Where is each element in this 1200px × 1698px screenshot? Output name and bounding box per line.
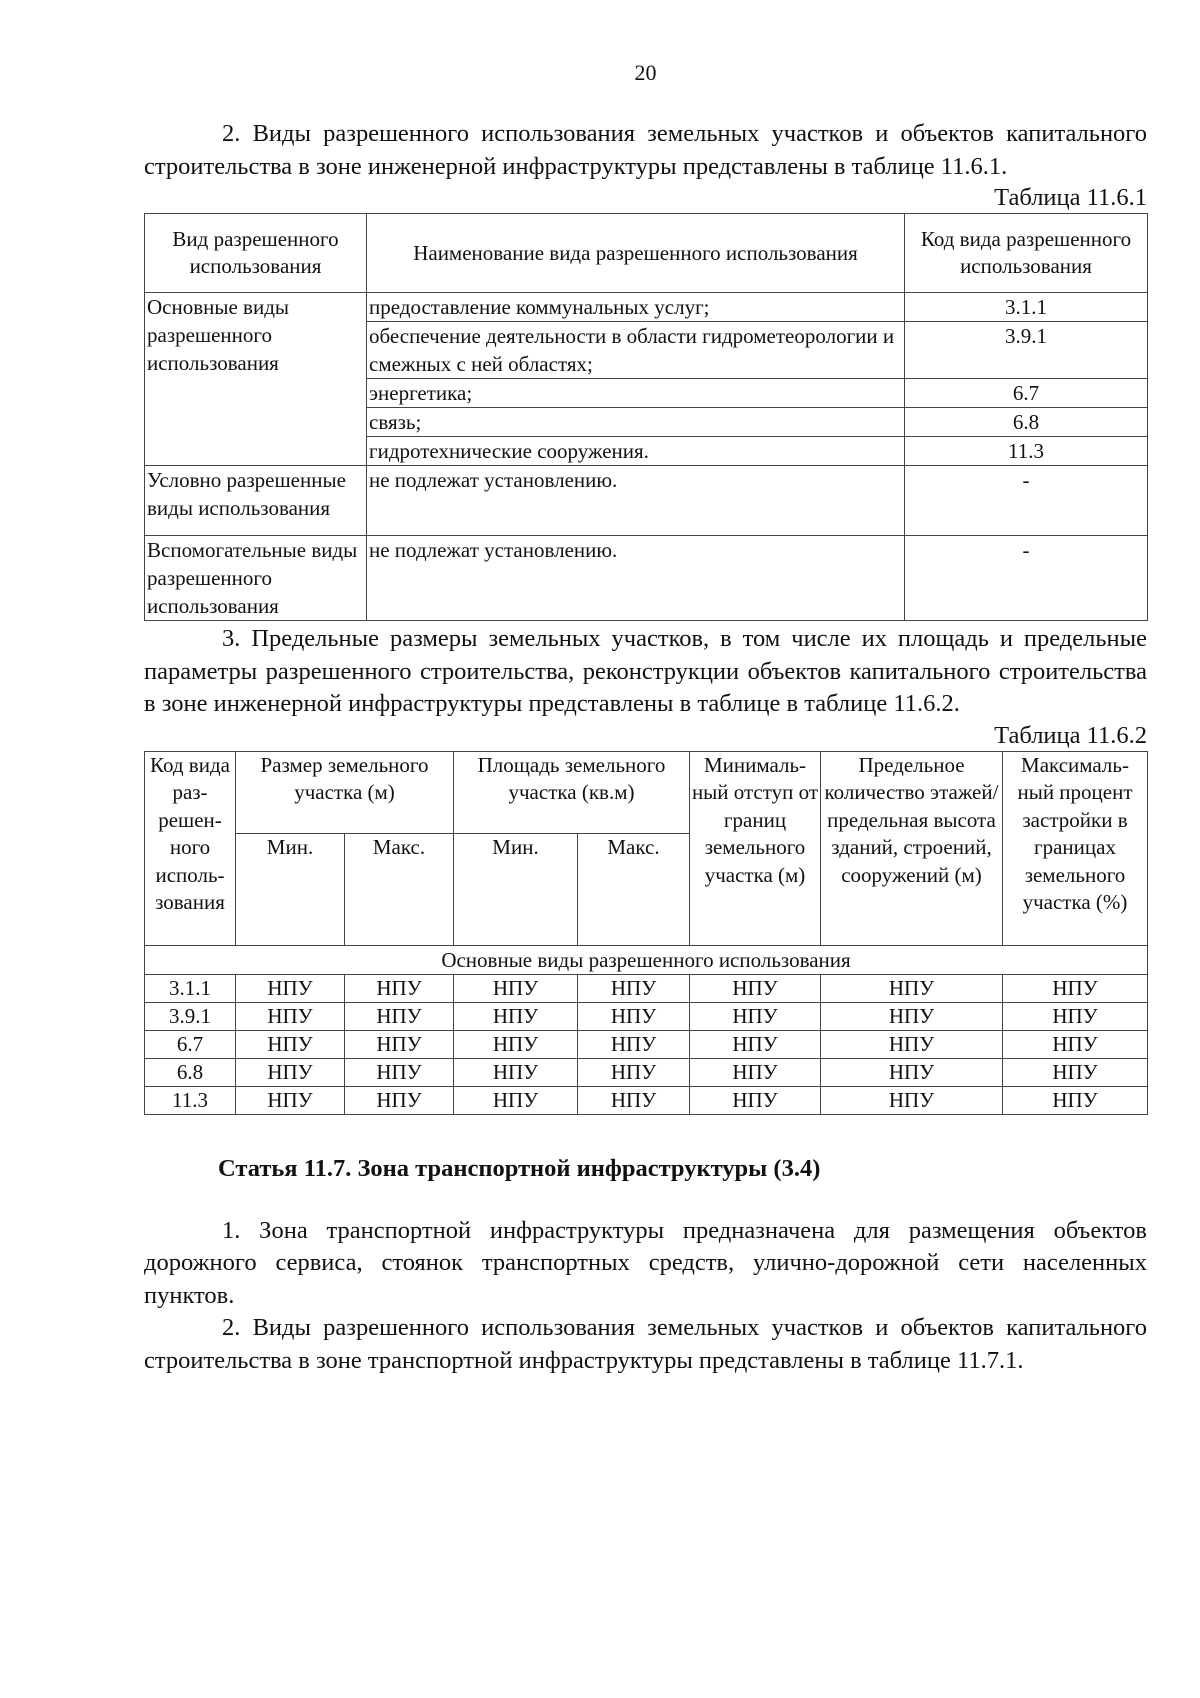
use-name: предоставление коммунальных услуг;: [367, 293, 905, 322]
row-code: 6.7: [145, 1030, 236, 1058]
use-name: энергетика;: [367, 379, 905, 408]
paragraph-zone-purpose: 1. Зона транспортной инфраструктуры предназначена для размещения объектов дорожного сервиса, стоянок транспортных средств, улично-дорожной сети населенных пунктов.: [144, 1216, 1147, 1309]
row-code: 11.3: [145, 1086, 236, 1114]
row-value: НПУ: [454, 1086, 578, 1114]
article-heading: Статья 11.7. Зона транспортной инфраструктуры (3.4): [218, 1154, 821, 1182]
table-body: [145, 974, 1148, 1114]
group-conditional-uses: Условно разрешенные виды использования: [145, 466, 367, 536]
row-value: НПУ: [690, 1086, 821, 1114]
use-name: не подлежат установлению.: [367, 466, 905, 536]
use-name: гидротехнические сооружения.: [367, 437, 905, 466]
table-row: [145, 536, 1148, 621]
use-code: 6.7: [905, 379, 1148, 408]
row-value: НПУ: [1003, 1002, 1148, 1030]
table-11-6-2: [144, 751, 1148, 1115]
use-code: 11.3: [905, 437, 1148, 466]
row-value: НПУ: [345, 1086, 454, 1114]
header-size-min: Мин.: [236, 833, 345, 945]
group-main-uses: Основные виды разрешенного использования: [145, 293, 367, 466]
header-min-offset: Минималь-ный отступ от границ земельного участка (м): [690, 751, 821, 945]
row-value: НПУ: [821, 1030, 1003, 1058]
section-main-uses: Основные виды разрешенного использования: [145, 945, 1148, 974]
row-code: 3.1.1: [145, 974, 236, 1002]
table-row: [145, 974, 1148, 1002]
row-value: НПУ: [1003, 974, 1148, 1002]
row-value: НПУ: [454, 1002, 578, 1030]
header-area-max: Макс.: [578, 833, 690, 945]
row-value: НПУ: [236, 1002, 345, 1030]
row-value: НПУ: [821, 1002, 1003, 1030]
row-value: НПУ: [345, 1002, 454, 1030]
row-code: 6.8: [145, 1058, 236, 1086]
row-value: НПУ: [578, 974, 690, 1002]
row-value: НПУ: [454, 1058, 578, 1086]
table-section-row: [145, 945, 1148, 974]
header-max-percent: Максималь-ный процент застройки в границах земельного участка (%): [1003, 751, 1148, 945]
paragraph-zone-uses-intro: 2. Виды разрешенного использования земельных участков и объектов капитального строительства в зоне инженерной инфраструктуры представлены в таблице 11.6.1.: [144, 120, 1147, 180]
row-value: НПУ: [236, 1058, 345, 1086]
use-name: не подлежат установлению.: [367, 536, 905, 621]
use-code: 6.8: [905, 408, 1148, 437]
table-row: [145, 1086, 1148, 1114]
group-auxiliary-uses: Вспомогательные виды разрешенного использования: [145, 536, 367, 621]
page-number: 20: [634, 60, 657, 85]
table-row: [145, 1002, 1148, 1030]
header-use-type: Вид разрешенного использования: [145, 214, 367, 293]
table-header-row: [145, 751, 1148, 833]
table-caption-11-6-2: Таблица 11.6.2: [994, 721, 1147, 749]
row-value: НПУ: [1003, 1058, 1148, 1086]
row-code: 3.9.1: [145, 1002, 236, 1030]
row-value: НПУ: [578, 1058, 690, 1086]
use-code: -: [905, 466, 1148, 536]
row-value: НПУ: [578, 1030, 690, 1058]
document-page: [144, 0, 1147, 1377]
row-value: НПУ: [690, 1002, 821, 1030]
paragraph-limits-intro: 3. Предельные размеры земельных участков, в том числе их площадь и предельные параметры разрешенного строительства, реконструкции объектов капитального строительства в зоне инженерной инфраструктуры представлены в таблице в таблице 11.6.2.: [144, 625, 1147, 717]
use-code: -: [905, 536, 1148, 621]
header-max-floors: Предельное количество этажей/ предельная высота зданий, строений, сооружений (м): [821, 751, 1003, 945]
row-value: НПУ: [578, 1086, 690, 1114]
row-value: НПУ: [236, 1030, 345, 1058]
table-row: [145, 466, 1148, 536]
header-plot-area: Площадь земельного участка (кв.м): [454, 751, 690, 833]
row-value: НПУ: [690, 974, 821, 1002]
row-value: НПУ: [345, 1058, 454, 1086]
header-use-name: Наименование вида разрешенного использования: [367, 214, 905, 293]
row-value: НПУ: [821, 1086, 1003, 1114]
row-value: НПУ: [578, 1002, 690, 1030]
row-value: НПУ: [1003, 1030, 1148, 1058]
table-row: [145, 1030, 1148, 1058]
table-row: [145, 1058, 1148, 1086]
row-value: НПУ: [454, 1030, 578, 1058]
row-value: НПУ: [690, 1058, 821, 1086]
table-caption-11-6-1: Таблица 11.6.1: [994, 184, 1147, 211]
header-use-code: Код вида разрешенного использования: [905, 214, 1148, 293]
header-area-min: Мин.: [454, 833, 578, 945]
header-plot-size: Размер земельного участка (м): [236, 751, 454, 833]
table-row: [145, 293, 1148, 322]
row-value: НПУ: [345, 1030, 454, 1058]
header-size-max: Макс.: [345, 833, 454, 945]
table-header-row: [145, 214, 1148, 293]
use-code: 3.9.1: [905, 322, 1148, 379]
row-value: НПУ: [1003, 1086, 1148, 1114]
use-code: 3.1.1: [905, 293, 1148, 322]
paragraph-transport-uses-intro: 2. Виды разрешенного использования земельных участков и объектов капитального строительства в зоне транспортной инфраструктуры представлены в таблице 11.7.1.: [144, 1314, 1147, 1374]
row-value: НПУ: [690, 1030, 821, 1058]
row-value: НПУ: [236, 974, 345, 1002]
row-value: НПУ: [454, 974, 578, 1002]
header-code: Код вида раз-решен-ного исполь-зования: [145, 751, 236, 945]
row-value: НПУ: [345, 974, 454, 1002]
table-11-6-1: [144, 213, 1148, 621]
row-value: НПУ: [821, 974, 1003, 1002]
use-name: связь;: [367, 408, 905, 437]
row-value: НПУ: [821, 1058, 1003, 1086]
row-value: НПУ: [236, 1086, 345, 1114]
use-name: обеспечение деятельности в области гидрометеорологии и смежных с ней областях;: [367, 322, 905, 379]
